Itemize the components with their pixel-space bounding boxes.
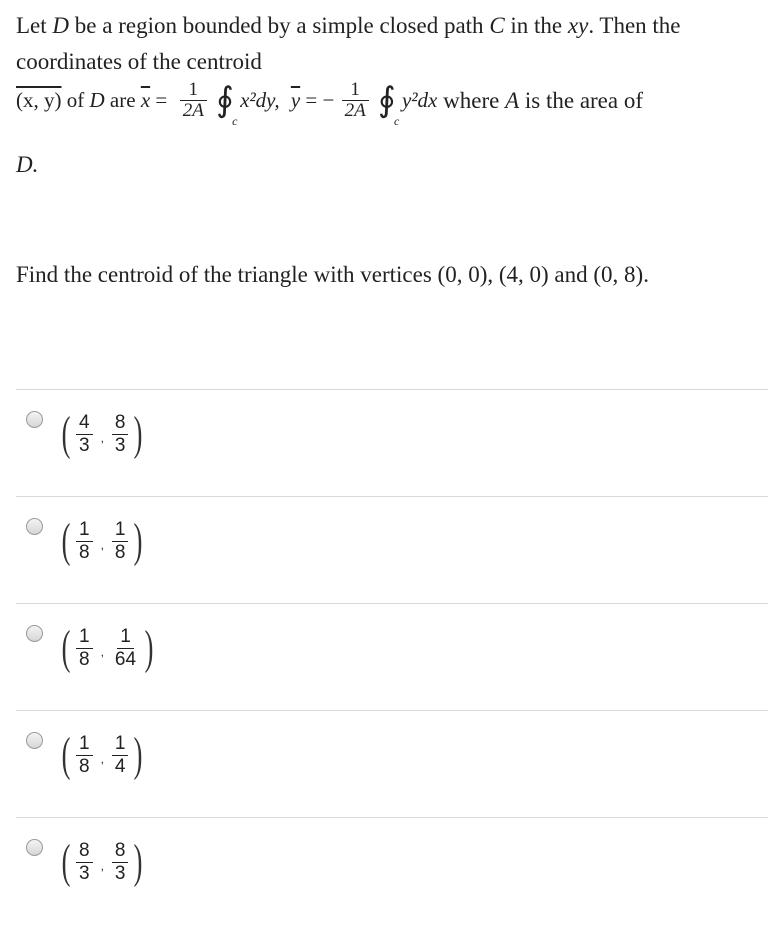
formula-text: of <box>61 88 90 112</box>
fraction-denominator: 3 <box>78 434 90 456</box>
question-text-part: in the <box>504 13 568 38</box>
fraction-denominator: 3 <box>78 862 90 884</box>
fraction-denominator: 64 <box>114 648 137 670</box>
integrand-x: x²dy, <box>240 88 280 112</box>
equals-sign: = <box>150 88 173 112</box>
formula-text: are <box>104 88 141 112</box>
integral-symbol: ∮ <box>377 81 396 119</box>
x-fraction <box>76 840 93 885</box>
y-fraction <box>112 412 129 457</box>
fraction-denominator: 4 <box>114 755 126 777</box>
fraction-numerator: 1 <box>76 626 93 649</box>
fraction-denominator: 2A <box>344 100 366 121</box>
fraction-denominator: 8 <box>78 648 90 670</box>
formula-text: where <box>437 87 506 113</box>
fraction-denominator: 3 <box>114 862 126 884</box>
fraction-1-over-2A <box>180 80 207 121</box>
fraction-denominator: 8 <box>114 541 126 563</box>
x-fraction <box>76 733 93 778</box>
paren-close: ) <box>134 728 143 781</box>
var-C: C <box>489 13 505 38</box>
y-bar: $\overline{y}$ <box>290 88 301 112</box>
paren-close: ) <box>134 514 143 567</box>
answer-options <box>16 389 768 924</box>
paren-open: ( <box>61 514 71 567</box>
fraction-numerator: 1 <box>76 733 93 756</box>
fraction-numerator: 8 <box>112 412 129 435</box>
x-bar: $\overline{x}$ <box>140 88 151 112</box>
contour-integral-icon <box>377 81 400 128</box>
answer-value <box>58 511 146 571</box>
fraction-denominator: 8 <box>78 755 90 777</box>
question-line-4: D. <box>16 152 39 177</box>
radio-button[interactable] <box>26 732 43 749</box>
fraction-numerator: 1 <box>112 733 129 756</box>
fraction-numerator: 1 <box>180 80 207 101</box>
question-text <box>16 8 766 80</box>
integral-symbol: ∮ <box>216 81 234 119</box>
fraction-numerator: 8 <box>76 840 93 863</box>
answer-option[interactable] <box>16 389 768 496</box>
radio-button[interactable] <box>26 411 43 428</box>
var-xy: xy <box>567 13 589 38</box>
fraction-numerator: 1 <box>112 519 129 542</box>
fraction-numerator: 1 <box>342 80 369 101</box>
formula-text: is the area of <box>519 87 644 113</box>
separator: , <box>100 645 104 659</box>
fraction-denominator: 8 <box>78 541 90 563</box>
y-fraction <box>112 840 129 885</box>
paren-close: ) <box>134 835 143 888</box>
centroid-coords: (x, y) <box>16 88 62 112</box>
paren-open: ( <box>61 621 71 674</box>
y-fraction <box>112 733 129 778</box>
answer-value <box>58 404 146 464</box>
question-text-part: . Then the <box>588 13 681 38</box>
var-D: D <box>52 13 70 38</box>
fraction-1-over-2A <box>342 80 369 121</box>
fraction-denominator: 2A <box>182 100 204 121</box>
fraction-numerator: 1 <box>76 519 93 542</box>
paren-close: ) <box>144 621 154 674</box>
x-fraction <box>76 626 93 671</box>
x-fraction <box>76 519 93 564</box>
y-fraction <box>112 626 139 671</box>
var-D: D <box>89 88 105 112</box>
separator: , <box>100 752 104 766</box>
answer-option[interactable] <box>16 496 768 603</box>
separator: , <box>100 538 104 552</box>
fraction-numerator: 8 <box>112 840 129 863</box>
answer-value <box>58 832 146 892</box>
equals-minus-sign: = − <box>300 88 335 112</box>
y-fraction <box>112 519 129 564</box>
question-prompt: Find the centroid of the triangle with vertices (0, 0), (4, 0) and (0, 8). <box>16 262 649 287</box>
paren-open: ( <box>61 407 71 460</box>
radio-button[interactable] <box>26 839 43 856</box>
separator: , <box>100 431 104 445</box>
paren-close: ) <box>134 407 143 460</box>
question-line-1 <box>16 8 766 44</box>
fraction-numerator: 4 <box>76 412 93 435</box>
separator: , <box>100 859 104 873</box>
x-fraction <box>76 412 93 457</box>
answer-option[interactable] <box>16 603 768 710</box>
answer-option[interactable] <box>16 710 768 817</box>
fraction-numerator: 1 <box>117 626 134 649</box>
paren-open: ( <box>61 835 71 888</box>
radio-button[interactable] <box>26 518 43 535</box>
contour-integral-icon <box>216 81 238 128</box>
integral-subscript: c <box>232 113 238 128</box>
fraction-denominator: 3 <box>114 434 126 456</box>
answer-option[interactable] <box>16 817 768 924</box>
paren-open: ( <box>61 728 71 781</box>
var-A: A <box>505 87 520 113</box>
integral-subscript: c <box>393 113 400 128</box>
radio-button[interactable] <box>26 625 43 642</box>
answer-value <box>58 725 146 785</box>
integrand-y: y²dx <box>401 88 438 112</box>
answer-value <box>58 618 157 678</box>
question-text-part: Let <box>16 13 53 38</box>
centroid-formula <box>16 80 643 142</box>
question-text-part: be a region bounded by a simple closed path <box>69 13 490 38</box>
question-line-2: coordinates of the centroid <box>16 49 262 74</box>
